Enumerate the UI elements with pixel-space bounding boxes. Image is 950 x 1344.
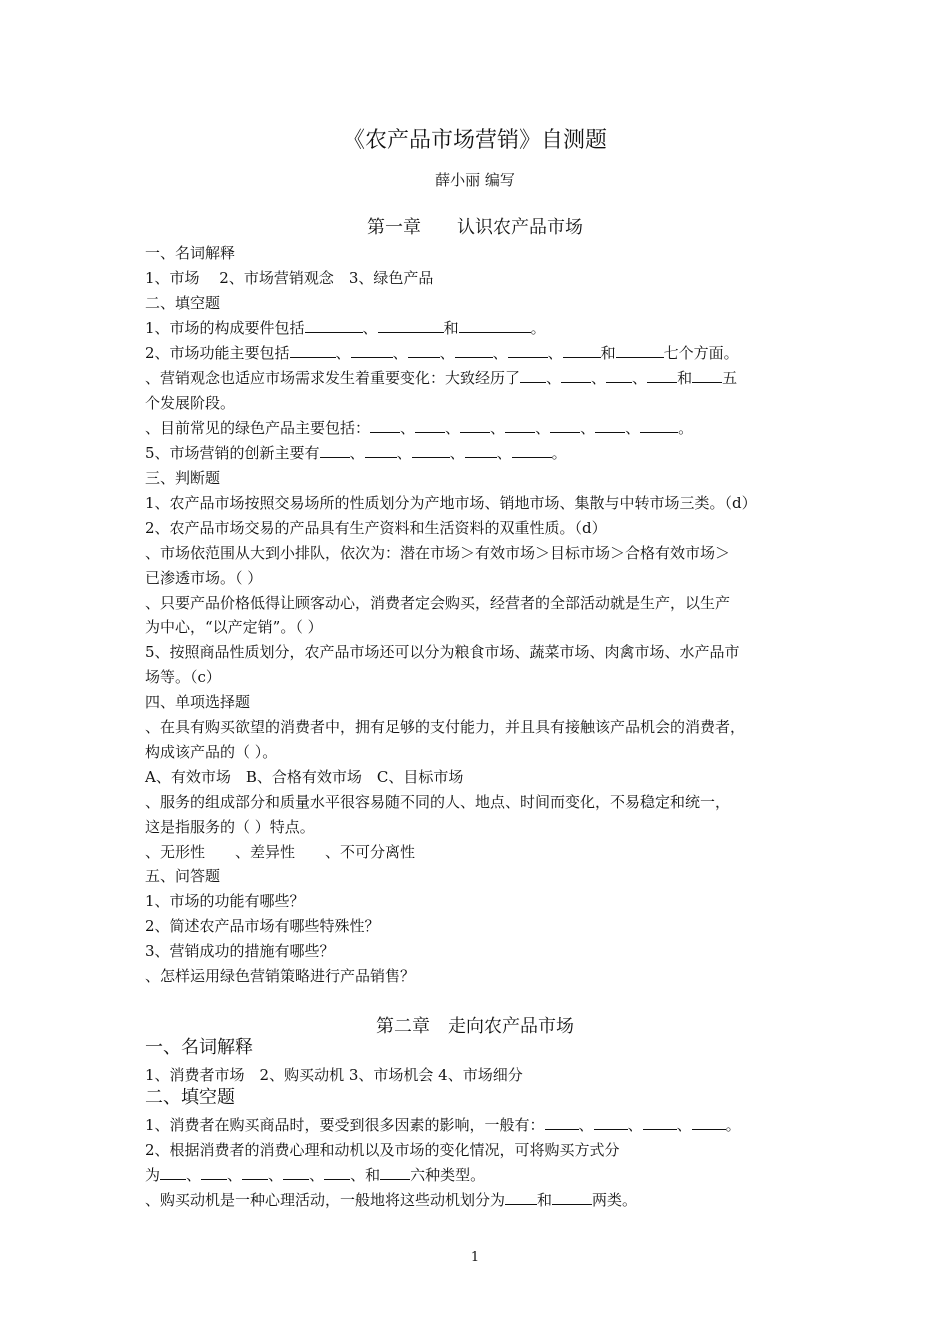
chapter-2-heading: 第二章 走向农产品市场 bbox=[376, 1016, 574, 1037]
fill-question-3-cont: 个发展阶段。 bbox=[145, 394, 236, 412]
judge-question: 、市场依范围从大到小排队，依次为：潜在市场＞有效市场＞目标市场＞合格有效市场＞ bbox=[145, 544, 731, 562]
answer-blank[interactable] bbox=[545, 1115, 579, 1130]
term-list: 1、市场 2、市场营销观念 3、绿色产品 bbox=[145, 269, 434, 287]
fill-question-5: 5、市场营销的创新主要有 、 、 、 、 。 bbox=[145, 444, 567, 462]
answer-blank[interactable] bbox=[594, 1115, 628, 1130]
choice-question-cont: 构成该产品的（ ）。 bbox=[145, 743, 278, 761]
essay-question: 2、简述农产品市场有哪些特殊性？ bbox=[145, 917, 380, 935]
fill-question-1: 1、消费者在购买商品时，要受到很多因素的影响，一般有： 、 、 、 。 bbox=[145, 1116, 741, 1134]
answer-blank[interactable] bbox=[412, 443, 450, 458]
answer-blank[interactable] bbox=[595, 418, 625, 433]
fill-question-4: 、目前常见的绿色产品主要包括： 、 、 、 、 、 、 。 bbox=[145, 419, 694, 437]
judge-question: 、只要产品价格低得让顾客动心，消费者定会购买，经营者的全部活动就是生产，以生产 bbox=[145, 594, 731, 612]
answer-blank[interactable] bbox=[640, 418, 678, 433]
page-number: 1 bbox=[470, 1250, 480, 1265]
answer-blank[interactable] bbox=[561, 368, 591, 383]
judge-question-cont: 为中心，“以产定销”。（ ） bbox=[145, 618, 323, 636]
answer-blank[interactable] bbox=[415, 418, 445, 433]
answer-blank[interactable] bbox=[380, 1165, 410, 1180]
judge-question: 1、农产品市场按照交易场所的性质划分为产地市场、销地市场、集散与中转市场三类。（d） bbox=[145, 494, 757, 512]
choice-question-cont: 这是指服务的（ ）特点。 bbox=[145, 818, 315, 836]
answer-blank[interactable] bbox=[616, 343, 664, 358]
answer-blank[interactable] bbox=[512, 443, 552, 458]
answer-blank[interactable] bbox=[351, 343, 393, 358]
answer-blank[interactable] bbox=[408, 343, 440, 358]
answer-blank[interactable] bbox=[365, 443, 397, 458]
answer-blank[interactable] bbox=[370, 418, 400, 433]
answer-blank[interactable] bbox=[606, 368, 632, 383]
document-title: 《农产品市场营销》自测题 bbox=[342, 128, 607, 153]
fill-question-3: 、营销观念也适应市场需求发生着重要变化：大致经历了 、 、 、 和 五 bbox=[145, 369, 738, 387]
section-heading: 二、填空题 bbox=[145, 294, 221, 312]
section-heading: 五、问答题 bbox=[145, 867, 221, 885]
fill-question-3: 、购买动机是一种心理活动，一般地将这些动机划分为 和 两类。 bbox=[145, 1191, 638, 1209]
answer-blank[interactable] bbox=[460, 418, 490, 433]
choice-question: 、服务的组成部分和质量水平很容易随不同的人、地点、时间而变化，不易稳定和统一， bbox=[145, 793, 731, 811]
answer-blank[interactable] bbox=[643, 1115, 677, 1130]
answer-blank[interactable] bbox=[550, 418, 580, 433]
choice-options: 、无形性 、差异性 、不可分离性 bbox=[145, 843, 416, 861]
answer-blank[interactable] bbox=[563, 343, 601, 358]
answer-blank[interactable] bbox=[455, 343, 493, 358]
choice-options: A、有效市场 B、合格有效市场 C、目标市场 bbox=[145, 768, 464, 786]
answer-blank[interactable] bbox=[505, 418, 535, 433]
answer-blank[interactable] bbox=[459, 318, 531, 333]
fill-question-2: 2、市场功能主要包括 、 、 、 、 、 和 七个方面。 bbox=[145, 344, 739, 362]
answer-blank[interactable] bbox=[508, 343, 548, 358]
answer-blank[interactable] bbox=[465, 443, 497, 458]
fill-question-2: 2、根据消费者的消费心理和动机以及市场的变化情况，可将购买方式分 bbox=[145, 1141, 620, 1159]
essay-question: 1、市场的功能有哪些？ bbox=[145, 892, 305, 910]
answer-blank[interactable] bbox=[692, 368, 722, 383]
answer-blank[interactable] bbox=[320, 443, 350, 458]
section-heading: 一、名词解释 bbox=[145, 244, 236, 262]
judge-question: 5、按照商品性质划分，农产品市场还可以分为粮食市场、蔬菜市场、肉禽市场、水产品市 bbox=[145, 643, 740, 661]
answer-blank[interactable] bbox=[242, 1165, 268, 1180]
answer-blank[interactable] bbox=[378, 318, 444, 333]
judge-question-cont: 场等。（c） bbox=[145, 668, 221, 686]
answer-blank[interactable] bbox=[305, 318, 363, 333]
answer-blank[interactable] bbox=[290, 343, 336, 358]
section-heading: 三、判断题 bbox=[145, 469, 221, 487]
chapter-1-heading: 第一章 认识农产品市场 bbox=[367, 217, 583, 238]
answer-blank[interactable] bbox=[692, 1115, 726, 1130]
essay-question: 、怎样运用绿色营销策略进行产品销售？ bbox=[145, 967, 416, 985]
answer-blank[interactable] bbox=[552, 1190, 592, 1205]
essay-question: 3、营销成功的措施有哪些？ bbox=[145, 942, 335, 960]
answer-blank[interactable] bbox=[324, 1165, 350, 1180]
term-list: 1、消费者市场 2、购买动机 3、市场机会 4、市场细分 bbox=[145, 1066, 523, 1084]
fill-question-2-cont: 为 、 、 、 、 、和 六种类型。 bbox=[145, 1166, 486, 1184]
fill-question-1: 1、市场的构成要件包括 、 和 。 bbox=[145, 319, 546, 337]
choice-question: 、在具有购买欲望的消费者中，拥有足够的支付能力，并且具有接触该产品机会的消费者， bbox=[145, 718, 746, 736]
section-heading: 四、单项选择题 bbox=[145, 693, 251, 711]
judge-question: 2、农产品市场交易的产品具有生产资料和生活资料的双重性质。（d） bbox=[145, 519, 607, 537]
section-heading: 二、填空题 bbox=[145, 1087, 235, 1108]
answer-blank[interactable] bbox=[201, 1165, 227, 1180]
answer-blank[interactable] bbox=[647, 368, 677, 383]
answer-blank[interactable] bbox=[520, 368, 546, 383]
section-heading: 一、名词解释 bbox=[145, 1037, 253, 1058]
judge-question-cont: 已渗透市场。（ ） bbox=[145, 569, 263, 587]
author-line: 薛小丽 编写 bbox=[435, 171, 515, 189]
answer-blank[interactable] bbox=[505, 1190, 537, 1205]
answer-blank[interactable] bbox=[160, 1165, 186, 1180]
answer-blank[interactable] bbox=[283, 1165, 309, 1180]
